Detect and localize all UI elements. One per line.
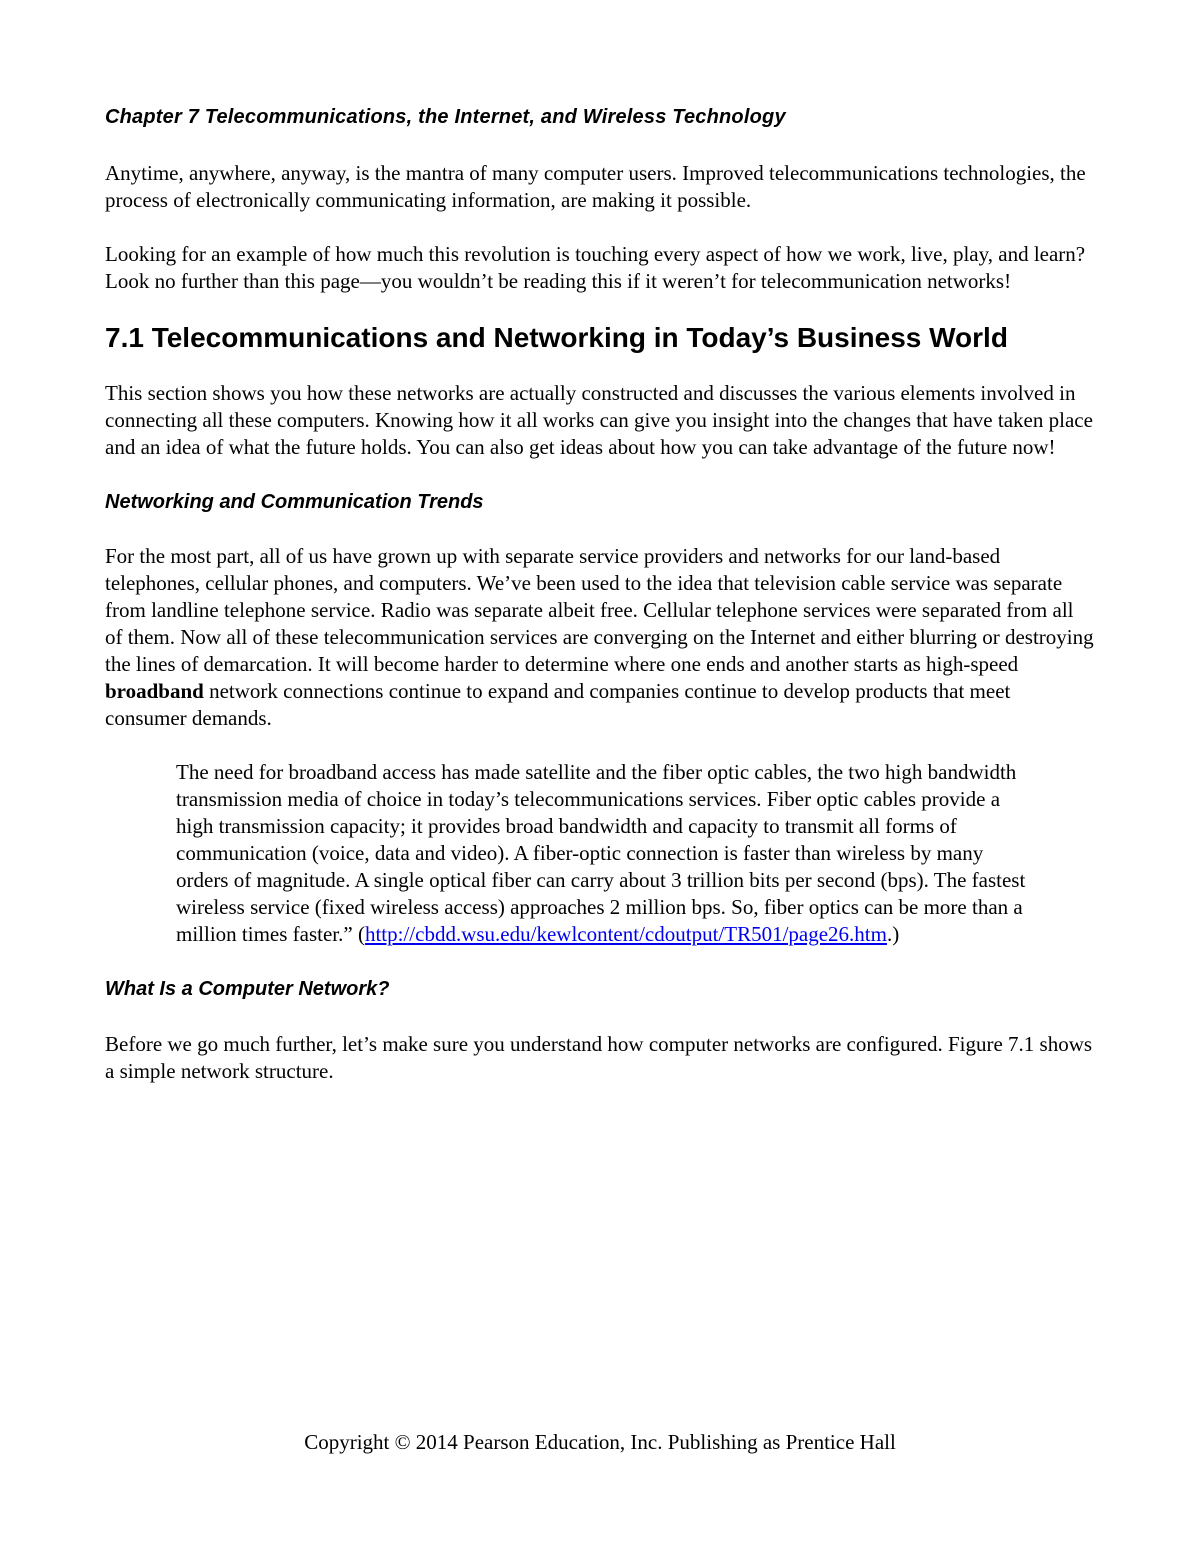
- section-heading-7-1: 7.1 Telecommunications and Networking in Today’s Business World: [105, 322, 1008, 353]
- copyright-footer: Copyright © 2014 Pearson Education, Inc. Publishing as Prentice Hall: [304, 1430, 896, 1454]
- quote-end: .): [886, 922, 900, 946]
- chapter-title: Chapter 7 Telecommunications, the Internet, and Wireless Technology: [105, 106, 786, 128]
- document-page: [105, 104, 1095, 1085]
- trends-paragraph: [105, 543, 1095, 732]
- trends-text-after: network connections continue to expand and companies continue to develop products that meet consumer demands.: [105, 679, 1011, 730]
- intro-paragraph-2: Looking for an example of how much this revolution is touching every aspect of how we work, live, play, and learn? Look no further than this page—you wouldn’t be reading this if it weren’t for telecommunication networks!: [105, 242, 1086, 293]
- block-quote: [176, 759, 1026, 948]
- intro-paragraph-1: Anytime, anywhere, anyway, is the mantra of many computer users. Improved telecommunications technologies, the process of electronically communicating information, are making it possible.: [105, 161, 1086, 212]
- broadband-term: broadband: [105, 679, 204, 703]
- trends-text-before: For the most part, all of us have grown up with separate service providers and networks for our land-based telephones, cellular phones, and computers. We’ve been used to the idea that television cable service was separate from landline telephone service. Radio was separate albeit free. Cellular telephone services were separated from all of them. Now all of these telecommunication services are converging on the Internet and either blurring or destroying the lines of demarcation. It will become harder to determine where one ends and another starts as high-speed: [105, 544, 1094, 676]
- computer-network-heading: What Is a Computer Network?: [105, 978, 390, 1000]
- source-link[interactable]: http://cbdd.wsu.edu/kewlcontent/cdoutput/TR501/page26.htm: [364, 922, 887, 946]
- trends-heading: Networking and Communication Trends: [105, 491, 484, 513]
- computer-network-paragraph: Before we go much further, let’s make sure you understand how computer networks are configured. Figure 7.1 shows a simple network structure.: [105, 1032, 1093, 1083]
- section-7-1-paragraph: This section shows you how these networks are actually constructed and discusses the various elements involved in connecting all these computers. Knowing how it all works can give you insight into the changes that have taken place and an idea of what the future holds. You can also get ideas about how you can take advantage of the future now!: [105, 381, 1093, 459]
- quote-text: The need for broadband access has made satellite and the fiber optic cables, the two high bandwidth transmission media of choice in today’s telecommunications services. Fiber optic cables provide a high transmission capacity; it provides broad bandwidth and capacity to transmit all forms of communication (voice, data and video). A fiber-optic connection is faster than wireless by many orders of magnitude. A single optical fiber can carry about 3 trillion bits per second (bps). The fastest wireless service (fixed wireless access) approaches 2 million bps. So, fiber optics can be more than a million times faster.” (: [176, 760, 1026, 946]
